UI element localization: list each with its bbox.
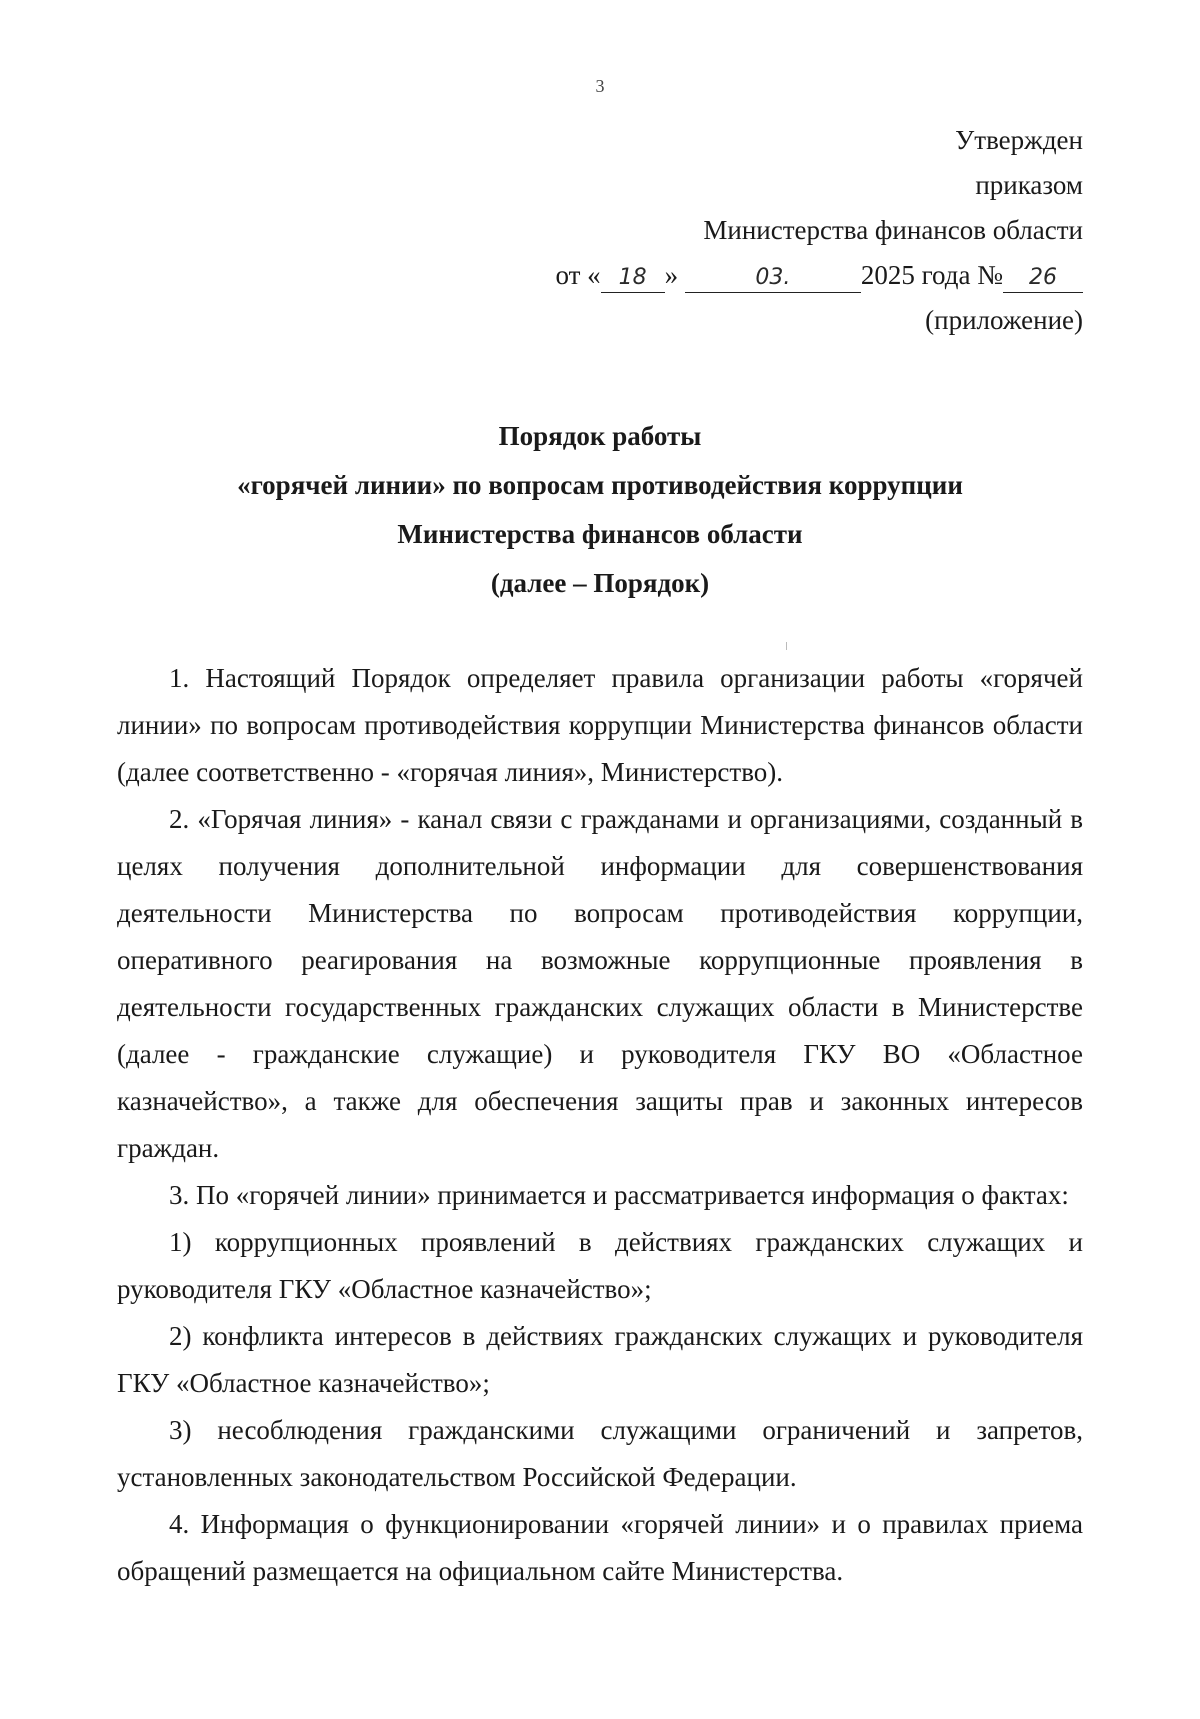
title-line-3: Министерства финансов области (397, 519, 803, 549)
paragraph-3-item-2: 2) конфликта интересов в действиях гражданских служащих и руководителя ГКУ «Областное казначейство»; (117, 1321, 1083, 1398)
date-quote-close: » (664, 260, 679, 290)
order-number-field: 26 (1003, 264, 1083, 293)
title-line-1: Порядок работы (498, 421, 702, 451)
title-line-2: «горячей линии» по вопросам противодействия коррупции (237, 470, 963, 500)
date-prefix: от « (555, 260, 601, 290)
approval-block (555, 118, 1083, 343)
scan-mark (786, 642, 787, 650)
date-day-field: 18 (601, 264, 665, 293)
paragraph-4: 4. Информация о функционировании «горячей линии» и о правилах приема обращений размещается на официальном сайте Министерства. (117, 1509, 1083, 1586)
approval-date-line (555, 253, 1083, 298)
date-month-field: 03. (685, 264, 861, 293)
approval-line-approved: Утвержден (955, 125, 1083, 155)
paragraph-1: 1. Настоящий Порядок определяет правила организации работы «горячей линии» по вопросам противодействия коррупции Министерства финансов области (далее соответственно - «горячая линия», Министерство). (117, 663, 1083, 787)
document-title (0, 412, 1200, 608)
paragraph-3: 3. По «горячей линии» принимается и рассматривается информация о фактах: (169, 1180, 1069, 1210)
title-line-4: (далее – Порядок) (490, 568, 710, 598)
approval-line-order: приказом (975, 170, 1083, 200)
paragraph-3-item-1: 1) коррупционных проявлений в действиях гражданских служащих и руководителя ГКУ «Областное казначейство»; (117, 1227, 1083, 1304)
paragraph-2: 2. «Горячая линия» - канал связи с гражданами и организациями, созданный в целях получения дополнительной информации для совершенствования деятельности Министерства по вопросам противодействия коррупции, оперативного реагирования на возможные коррупционные проявления в деятельности государственных гражданских служащих области в Министерстве (далее - гражданские служащие) и руководителя ГКУ ВО «Областное казначейство», а также для обеспечения защиты прав и законных интересов граждан. (117, 804, 1083, 1163)
approval-line-appendix: (приложение) (925, 305, 1083, 335)
approval-line-ministry: Министерства финансов области (703, 215, 1083, 245)
document-body (117, 655, 1083, 1595)
paragraph-3-item-3: 3) несоблюдения гражданскими служащими ограничений и запретов, установленных законодательством Российской Федерации. (117, 1415, 1083, 1492)
page-number: 3 (595, 76, 605, 96)
date-year-text: 2025 года № (860, 260, 1003, 290)
